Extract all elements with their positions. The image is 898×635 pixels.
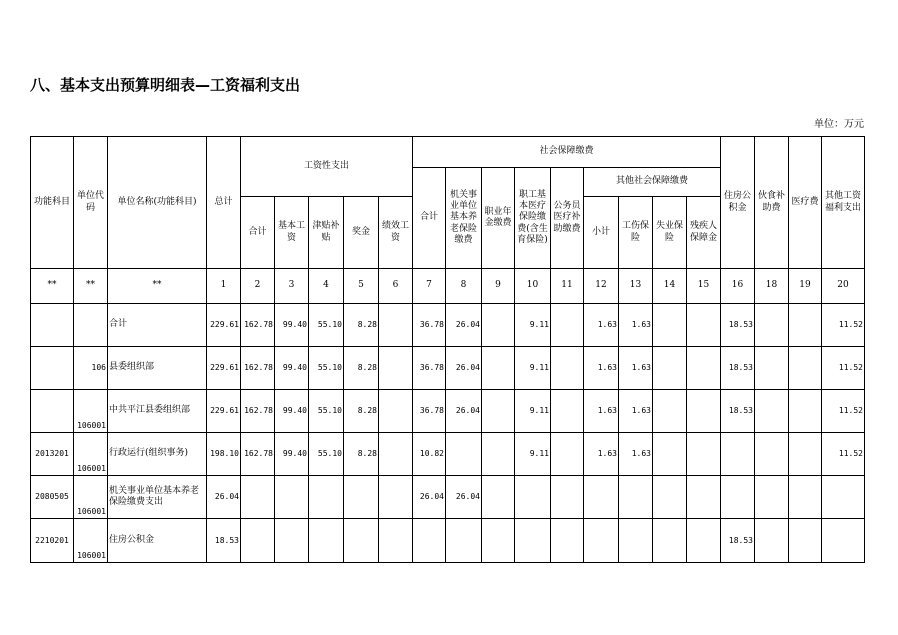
index-cell: 10	[515, 269, 551, 304]
value-cell	[379, 519, 413, 563]
index-cell: 6	[379, 269, 413, 304]
value-cell: 8.28	[344, 347, 379, 390]
value-cell: 229.61	[207, 390, 241, 433]
header-medical: 职工基本医疗保险缴费(含生育保险)	[515, 168, 551, 269]
value-cell	[755, 304, 789, 347]
header-medfee: 医疗费	[789, 137, 822, 269]
value-cell	[755, 390, 789, 433]
value-cell: 9.11	[515, 390, 551, 433]
value-cell	[515, 476, 551, 519]
table-row	[31, 304, 865, 347]
page-title: 八、基本支出预算明细表—工资福利支出	[30, 76, 301, 94]
value-cell	[687, 347, 721, 390]
value-cell	[721, 476, 755, 519]
value-cell: 99.40	[275, 304, 309, 347]
value-cell	[275, 476, 309, 519]
header-perf: 绩效工资	[379, 197, 413, 269]
unit-name-cell: 行政运行(组织事务)	[108, 433, 207, 476]
value-cell	[619, 519, 653, 563]
value-cell	[789, 347, 822, 390]
value-cell: 162.78	[241, 433, 275, 476]
value-cell: 1.63	[584, 390, 619, 433]
value-cell	[551, 304, 584, 347]
index-cell: 19	[789, 269, 822, 304]
value-cell: 11.52	[822, 347, 865, 390]
value-cell	[687, 433, 721, 476]
index-cell: 2	[241, 269, 275, 304]
value-cell: 36.78	[413, 304, 446, 347]
index-row	[31, 269, 865, 304]
value-cell	[275, 519, 309, 563]
value-cell: 18.53	[207, 519, 241, 563]
value-cell	[653, 476, 687, 519]
header-basic: 基本工资	[275, 197, 309, 269]
value-cell	[584, 519, 619, 563]
value-cell: 10.82	[413, 433, 446, 476]
index-cell: **	[31, 269, 74, 304]
header-name: 单位名称(功能科目)	[108, 137, 207, 269]
unit-code-cell: 106001	[74, 476, 108, 519]
value-cell	[653, 347, 687, 390]
unit-code-cell: 106	[74, 347, 108, 390]
header-housing: 住房公积金	[721, 137, 755, 269]
value-cell: 26.04	[446, 304, 482, 347]
value-cell: 55.10	[309, 390, 344, 433]
value-cell: 11.52	[822, 390, 865, 433]
unit-name-cell: 中共平江县委组织部	[108, 390, 207, 433]
value-cell	[789, 304, 822, 347]
value-cell	[619, 476, 653, 519]
value-cell	[653, 390, 687, 433]
value-cell	[789, 433, 822, 476]
value-cell	[482, 476, 515, 519]
value-cell	[687, 519, 721, 563]
index-cell: 15	[687, 269, 721, 304]
unit-label: 单位：万元	[814, 119, 864, 130]
value-cell	[653, 433, 687, 476]
value-cell: 229.61	[207, 347, 241, 390]
index-cell: 5	[344, 269, 379, 304]
value-cell	[309, 519, 344, 563]
value-cell: 1.63	[619, 390, 653, 433]
value-cell: 9.11	[515, 347, 551, 390]
index-cell: 12	[584, 269, 619, 304]
value-cell: 162.78	[241, 390, 275, 433]
value-cell	[379, 476, 413, 519]
index-cell: 3	[275, 269, 309, 304]
value-cell	[446, 433, 482, 476]
value-cell: 99.40	[275, 347, 309, 390]
value-cell	[413, 519, 446, 563]
value-cell	[789, 476, 822, 519]
table-row	[31, 347, 865, 390]
header-social-sum: 合计	[413, 168, 446, 269]
value-cell	[379, 390, 413, 433]
value-cell	[822, 476, 865, 519]
value-cell	[482, 519, 515, 563]
func-code-cell: 2210201	[31, 519, 74, 563]
index-cell: 13	[619, 269, 653, 304]
value-cell	[789, 519, 822, 563]
value-cell	[344, 519, 379, 563]
value-cell	[755, 476, 789, 519]
func-code-cell	[31, 304, 74, 347]
value-cell: 99.40	[275, 433, 309, 476]
index-cell: 4	[309, 269, 344, 304]
unit-code-cell: 106001	[74, 519, 108, 563]
value-cell: 1.63	[619, 347, 653, 390]
value-cell	[379, 433, 413, 476]
header-total: 总计	[207, 137, 241, 269]
value-cell: 229.61	[207, 304, 241, 347]
index-cell: **	[74, 269, 108, 304]
value-cell: 26.04	[413, 476, 446, 519]
index-cell: 18	[755, 269, 789, 304]
value-cell	[822, 519, 865, 563]
unit-code-cell	[74, 304, 108, 347]
value-cell	[755, 519, 789, 563]
value-cell: 18.53	[721, 519, 755, 563]
value-cell	[687, 476, 721, 519]
unit-name-cell: 住房公积金	[108, 519, 207, 563]
header-civil-med: 公务员医疗补助缴费	[551, 168, 584, 269]
value-cell: 8.28	[344, 433, 379, 476]
unit-name-cell: 县委组织部	[108, 347, 207, 390]
value-cell: 198.10	[207, 433, 241, 476]
value-cell: 26.04	[446, 347, 482, 390]
header-meal: 伙食补助费	[755, 137, 789, 269]
table-row	[31, 476, 865, 519]
value-cell: 9.11	[515, 304, 551, 347]
value-cell	[755, 347, 789, 390]
value-cell	[687, 304, 721, 347]
index-cell: 1	[207, 269, 241, 304]
value-cell	[551, 390, 584, 433]
header-bonus: 奖金	[344, 197, 379, 269]
header-pension: 机关事业单位基本养老保险缴费	[446, 168, 482, 269]
value-cell	[379, 347, 413, 390]
header-other-group: 其他社会保障缴费	[584, 168, 721, 197]
value-cell: 26.04	[446, 476, 482, 519]
value-cell: 1.63	[584, 304, 619, 347]
unit-name-cell: 合计	[108, 304, 207, 347]
header-code: 单位代码	[74, 137, 108, 269]
value-cell: 8.28	[344, 390, 379, 433]
index-cell: **	[108, 269, 207, 304]
header-salary-group: 工资性支出	[241, 137, 413, 197]
value-cell	[482, 390, 515, 433]
header-social-group: 社会保障缴费	[413, 137, 721, 168]
value-cell	[721, 433, 755, 476]
value-cell: 8.28	[344, 304, 379, 347]
index-cell: 16	[721, 269, 755, 304]
value-cell: 162.78	[241, 304, 275, 347]
value-cell: 18.53	[721, 347, 755, 390]
header-other-sum: 小计	[584, 197, 619, 269]
value-cell	[482, 433, 515, 476]
value-cell: 18.53	[721, 390, 755, 433]
func-code-cell	[31, 390, 74, 433]
value-cell	[241, 476, 275, 519]
table-row	[31, 519, 865, 563]
value-cell: 1.63	[619, 304, 653, 347]
value-cell: 162.78	[241, 347, 275, 390]
value-cell: 55.10	[309, 304, 344, 347]
unit-code-cell: 106001	[74, 433, 108, 476]
value-cell: 36.78	[413, 390, 446, 433]
value-cell: 9.11	[515, 433, 551, 476]
value-cell: 11.52	[822, 304, 865, 347]
value-cell: 11.52	[822, 433, 865, 476]
value-cell	[551, 433, 584, 476]
table-row	[31, 433, 865, 476]
value-cell: 1.63	[619, 433, 653, 476]
value-cell	[446, 519, 482, 563]
value-cell: 36.78	[413, 347, 446, 390]
index-cell: 9	[482, 269, 515, 304]
value-cell: 1.63	[584, 433, 619, 476]
value-cell	[789, 390, 822, 433]
budget-table	[30, 136, 865, 563]
value-cell	[482, 304, 515, 347]
value-cell	[379, 304, 413, 347]
header-allowance: 津贴补贴	[309, 197, 344, 269]
value-cell	[755, 433, 789, 476]
value-cell	[551, 347, 584, 390]
value-cell	[344, 476, 379, 519]
unit-name-cell: 机关事业单位基本养老保险缴费支出	[108, 476, 207, 519]
header-disabled: 残疾人保障金	[687, 197, 721, 269]
value-cell	[584, 476, 619, 519]
value-cell: 26.04	[207, 476, 241, 519]
header-unemp: 失业保险	[653, 197, 687, 269]
index-cell: 14	[653, 269, 687, 304]
index-cell: 11	[551, 269, 584, 304]
header-annuity: 职业年金缴费	[482, 168, 515, 269]
value-cell	[653, 304, 687, 347]
unit-code-cell: 106001	[74, 390, 108, 433]
value-cell	[515, 519, 551, 563]
value-cell	[482, 347, 515, 390]
value-cell	[653, 519, 687, 563]
value-cell: 18.53	[721, 304, 755, 347]
value-cell: 1.63	[584, 347, 619, 390]
value-cell: 26.04	[446, 390, 482, 433]
header-other-welfare: 其他工资福利支出	[822, 137, 865, 269]
value-cell: 99.40	[275, 390, 309, 433]
value-cell	[551, 476, 584, 519]
func-code-cell: 2080505	[31, 476, 74, 519]
header-salary-sum: 合计	[241, 197, 275, 269]
value-cell: 55.10	[309, 433, 344, 476]
func-code-cell	[31, 347, 74, 390]
index-cell: 20	[822, 269, 865, 304]
table-row	[31, 390, 865, 433]
header-func: 功能科目	[31, 137, 74, 269]
func-code-cell: 2013201	[31, 433, 74, 476]
value-cell: 55.10	[309, 347, 344, 390]
index-cell: 7	[413, 269, 446, 304]
value-cell	[551, 519, 584, 563]
header-injury: 工伤保险	[619, 197, 653, 269]
value-cell	[309, 476, 344, 519]
value-cell	[687, 390, 721, 433]
index-cell: 8	[446, 269, 482, 304]
value-cell	[241, 519, 275, 563]
